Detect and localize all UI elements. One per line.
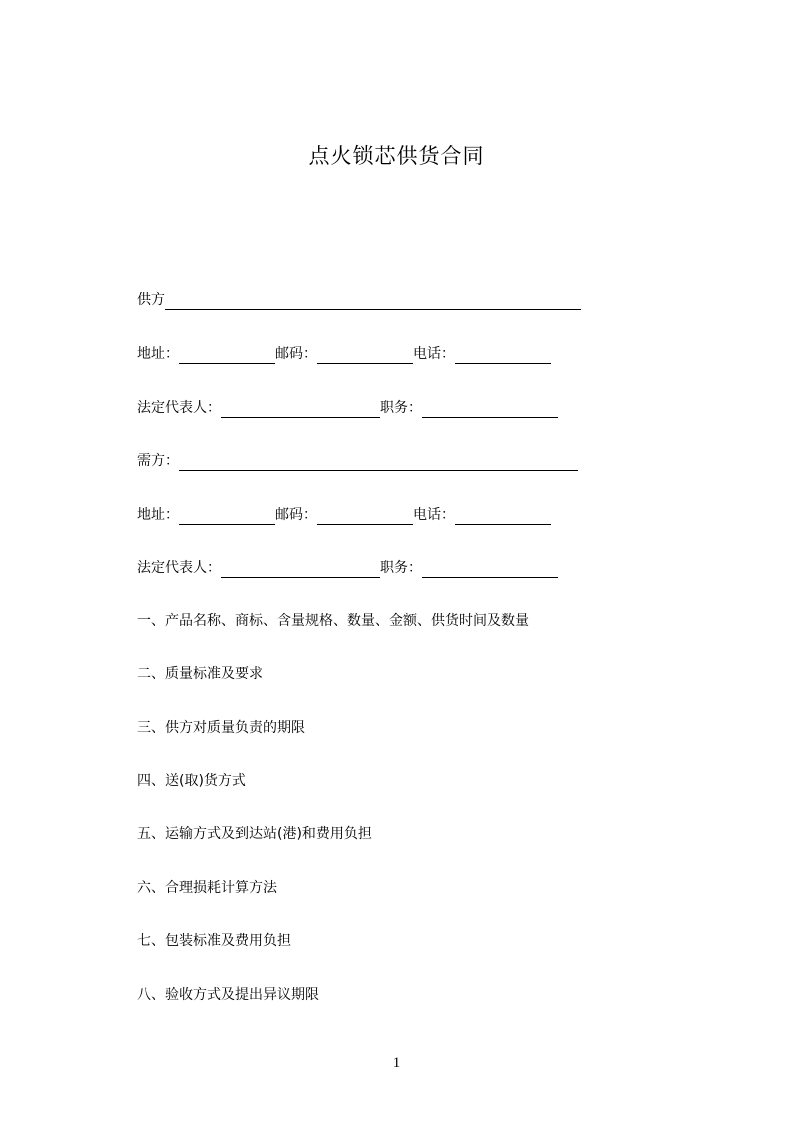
supplier-postcode-label: 邮码： bbox=[275, 346, 317, 362]
buyer-postcode-label: 邮码： bbox=[275, 507, 317, 523]
buyer-rep-blank[interactable] bbox=[221, 562, 380, 578]
supplier-label: 供方 bbox=[137, 292, 165, 308]
buyer-rep-label: 法定代表人： bbox=[137, 560, 221, 576]
supplier-position-label: 职务： bbox=[380, 400, 422, 416]
page-number: 1 bbox=[392, 1055, 401, 1071]
document-title: 点火锁芯供货合同 bbox=[308, 144, 485, 168]
supplier-rep-line bbox=[137, 398, 558, 418]
clause-item: 一、产品名称、商标、含量规格、数量、金额、供货时间及数量 bbox=[137, 613, 529, 629]
buyer-rep-line bbox=[137, 558, 558, 578]
clause-item: 七、包装标准及费用负担 bbox=[137, 933, 291, 949]
supplier-address-label: 地址： bbox=[137, 346, 179, 362]
buyer-phone-label: 电话： bbox=[413, 507, 455, 523]
buyer-postcode-blank[interactable] bbox=[317, 509, 413, 525]
buyer-address-blank[interactable] bbox=[179, 509, 275, 525]
buyer-position-blank[interactable] bbox=[422, 562, 558, 578]
supplier-line bbox=[137, 290, 581, 310]
supplier-phone-label: 电话： bbox=[413, 346, 455, 362]
buyer-position-label: 职务： bbox=[380, 560, 422, 576]
supplier-contact-line bbox=[137, 344, 551, 364]
supplier-postcode-blank[interactable] bbox=[317, 348, 413, 364]
clause-item: 二、质量标准及要求 bbox=[137, 666, 263, 682]
clause-item: 五、运输方式及到达站(港)和费用负担 bbox=[137, 826, 372, 842]
buyer-contact-line bbox=[137, 505, 551, 525]
buyer-address-label: 地址： bbox=[137, 507, 179, 523]
buyer-name-blank[interactable] bbox=[179, 455, 578, 471]
supplier-position-blank[interactable] bbox=[422, 402, 558, 418]
buyer-line bbox=[137, 451, 578, 471]
buyer-phone-blank[interactable] bbox=[455, 509, 551, 525]
supplier-rep-blank[interactable] bbox=[221, 402, 380, 418]
clause-item: 六、合理损耗计算方法 bbox=[137, 880, 277, 896]
supplier-phone-blank[interactable] bbox=[455, 348, 551, 364]
clause-item: 四、送(取)货方式 bbox=[137, 773, 246, 789]
buyer-label: 需方： bbox=[137, 453, 179, 469]
clause-item: 八、验收方式及提出异议期限 bbox=[137, 987, 319, 1003]
supplier-rep-label: 法定代表人： bbox=[137, 400, 221, 416]
supplier-address-blank[interactable] bbox=[179, 348, 275, 364]
clause-item: 三、供方对质量负责的期限 bbox=[137, 720, 305, 736]
supplier-name-blank[interactable] bbox=[165, 294, 581, 310]
